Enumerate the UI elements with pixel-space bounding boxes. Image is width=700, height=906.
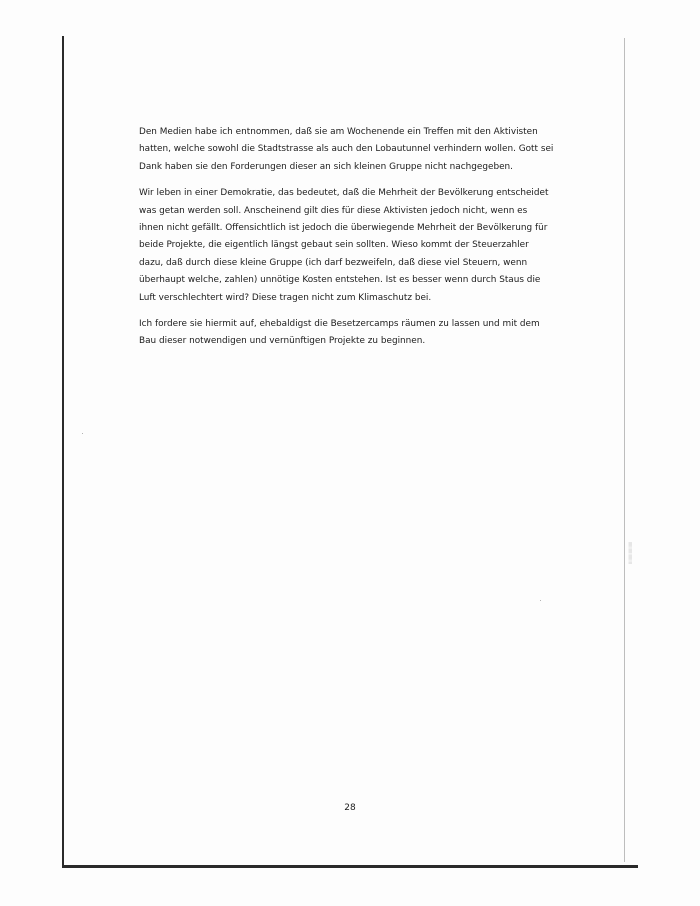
- paragraph-3: Ich fordere sie hiermit auf, ehebaldigst die Besetzercamps räumen zu lassen und mit dem Bau dieser notwendigen und vernünftigen Projekte zu beginnen.: [139, 319, 540, 347]
- scan-edge-right: [624, 38, 625, 862]
- scan-speck: [82, 433, 83, 434]
- paragraph-2: Wir leben in einer Demokratie, das bedeutet, daß die Mehrheit der Bevölkerung entscheidet was getan werden soll. Anscheinend gilt dies für diese Aktivisten jedoch nicht, wenn es ihnen nicht gefällt. Offensichtlich ist jedoch die überwiegende Mehrheit der Bevölkerung für beide Projekte, die eigentlich längst gebaut sein sollten. Wieso kommt der Steuerzahler dazu, daß durch diese kleine Gruppe (ich darf bezweifeln, daß diese viel Steuern, wenn überhaupt welche, zahlen) unnötige Kosten entstehen. Ist es besser wenn durch Staus die Luft verschlechtert wird? Diese tragen nicht zum Klimaschutz bei.: [139, 188, 549, 303]
- page-number: 28: [344, 803, 356, 813]
- letter-body: [139, 124, 554, 360]
- scan-edge-left: [62, 36, 64, 868]
- scanner-stamp-mark: |||||||||||||||||||: [628, 541, 632, 564]
- scan-speck: [540, 600, 541, 601]
- scan-edge-bottom: [62, 865, 638, 868]
- paragraph-1: Den Medien habe ich entnommen, daß sie am Wochenende ein Treffen mit den Aktivisten hatten, welche sowohl die Stadtstrasse als auch den Lobautunnel verhindern wollen. Gott sei Dank haben sie den Forderungen dieser an sich kleinen Gruppe nicht nachgegeben.: [139, 127, 554, 172]
